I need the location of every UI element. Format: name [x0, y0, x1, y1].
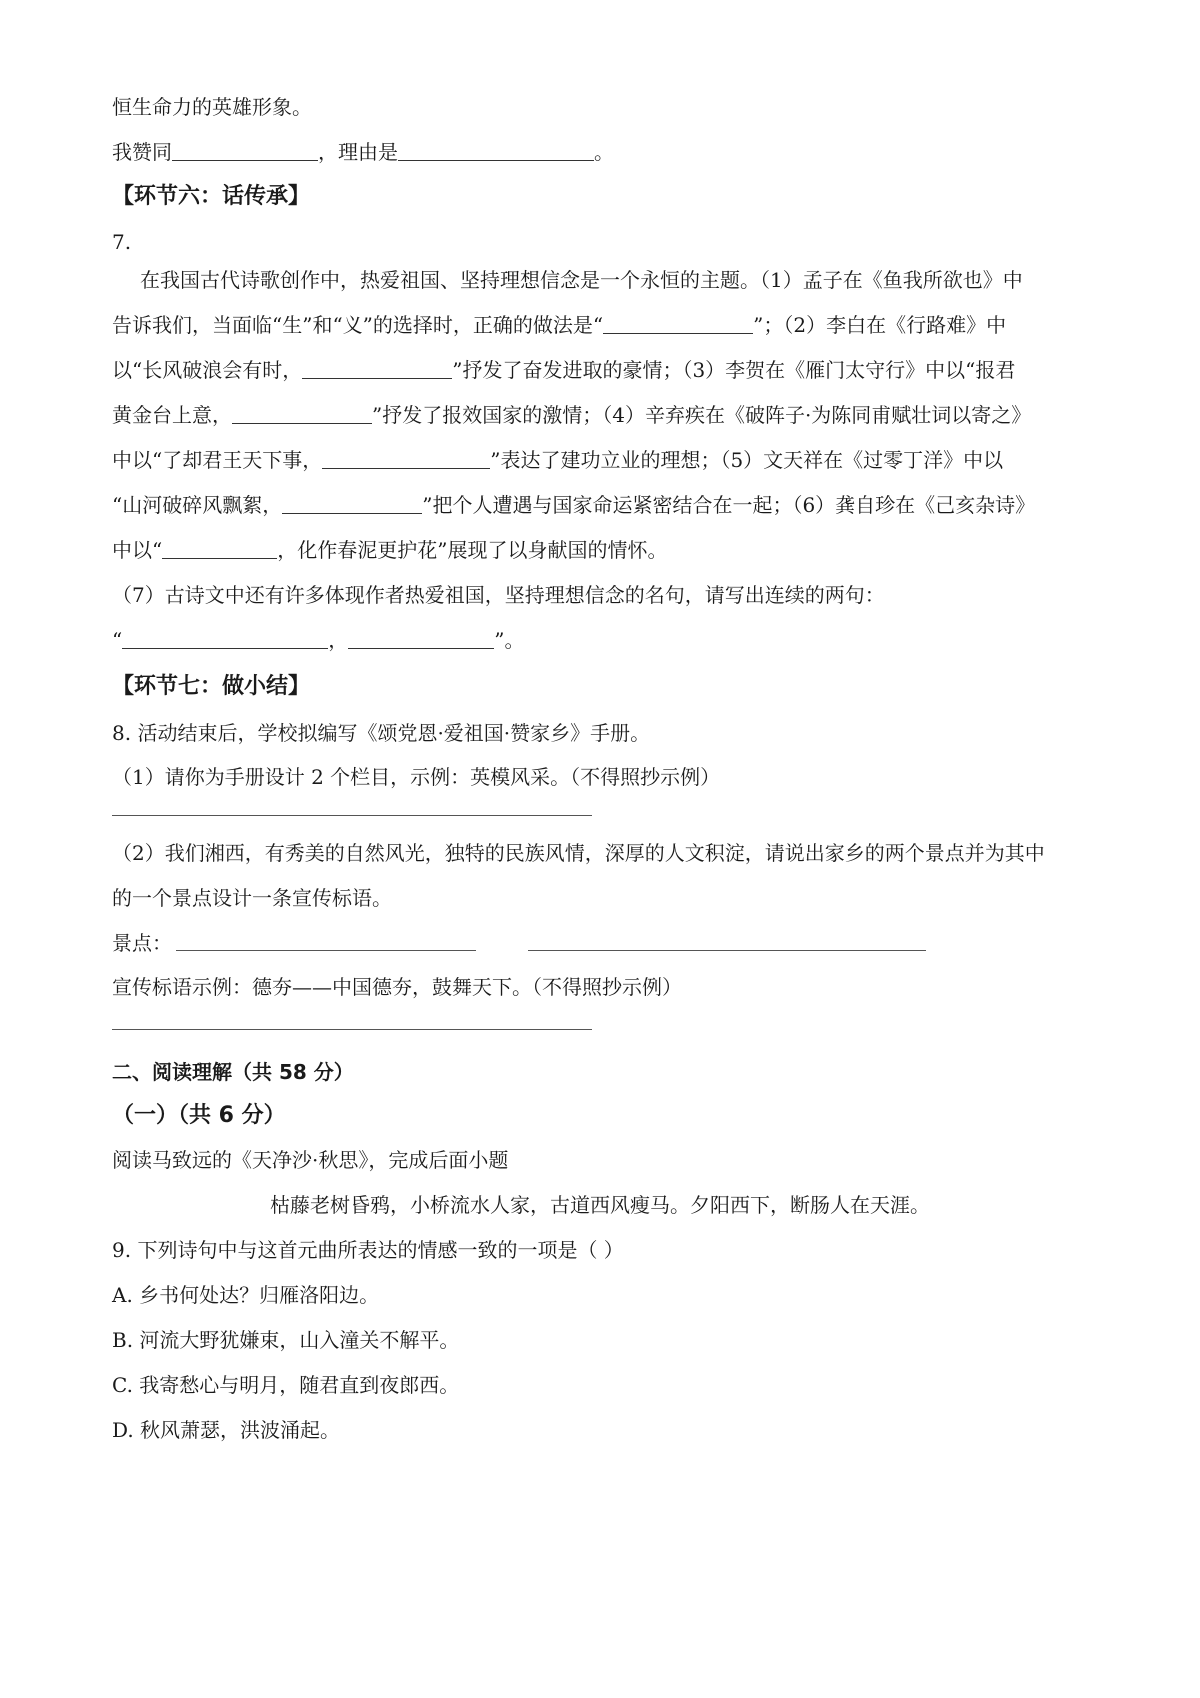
part-two-heading: 二、阅读理解（共 58 分）	[112, 1060, 354, 1084]
agree-prefix: 我赞同	[112, 140, 172, 164]
reason-blank[interactable]	[398, 140, 594, 161]
q7-line-5: 中以“了却君王天下事， ”表达了建功立业的理想；（5）文天祥在《过零丁洋》中以	[112, 448, 1004, 472]
q8-sub1: （1）请你为手册设计 2 个栏目，示例：英模风采。（不得照抄示例）	[112, 765, 721, 789]
sub-part-one-heading: （一）（共 6 分）	[112, 1103, 286, 1128]
q7-line-8: （7）古诗文中还有许多体现作者热爱祖国，坚持理想信念的名句，请写出连续的两句：	[112, 583, 885, 607]
q9-option-a[interactable]: A. 乡书何处达？归雁洛阳边。	[112, 1283, 380, 1307]
q7-line-9: “ ， ”。	[112, 628, 525, 652]
q7-line-2: 告诉我们，当面临“生”和“义”的选择时，正确的做法是“ ”；（2）李白在《行路难》中	[112, 313, 1007, 337]
q7-line-6: “山河破碎风飘絮， ”把个人遭遇与国家命运紧密结合在一起；（6）龚自珍在《己亥杂诗》	[112, 493, 1036, 517]
q7-blank-3[interactable]	[232, 403, 372, 424]
q8-sub2-line-2: 的一个景点设计一条宣传标语。	[112, 886, 392, 910]
reading-intro: 阅读马致远的《天净沙·秋思》，完成后面小题	[112, 1148, 509, 1172]
agree-blank[interactable]	[172, 140, 318, 161]
q8-sub2-line-1: （2）我们湘西，有秀美的自然风光，独特的民族风情，深厚的人文积淀，请说出家乡的两个景点并为其中	[112, 841, 1045, 865]
agree-line	[112, 137, 1102, 167]
q7-line-7: 中以“ ，化作春泥更护花”展现了以身献国的情怀。	[112, 538, 668, 562]
q9-stem: 9. 下列诗句中与这首元曲所表达的情感一致的一项是（ ）	[112, 1238, 624, 1262]
q7-line-1: 在我国古代诗歌创作中，热爱祖国、坚持理想信念是一个永恒的主题。（1）孟子在《鱼我所欲也》中	[140, 268, 1023, 292]
spot-1-field[interactable]	[176, 950, 476, 951]
spots-label: 景点：	[112, 931, 172, 955]
agree-end: 。	[594, 140, 614, 164]
q9-option-b[interactable]: B. 河流大野犹嫌束，山入潼关不解平。	[112, 1328, 460, 1352]
q9-option-c[interactable]: C. 我寄愁心与明月，随君直到夜郎西。	[112, 1373, 460, 1397]
q7-blank-2[interactable]	[302, 358, 452, 379]
q7-blank-8[interactable]	[348, 628, 494, 649]
section-seven-heading: 【环节七：做小结】	[112, 674, 311, 699]
q7-number: 7.	[112, 230, 132, 254]
q7-blank-7[interactable]	[122, 628, 328, 649]
slogan-example: 宣传标语示例：德夯——中国德夯，鼓舞天下。（不得照抄示例）	[112, 975, 682, 999]
q7-line-3: 以“长风破浪会有时， ”抒发了奋发进取的豪情；（3）李贺在《雁门太守行》中以“报君	[112, 358, 1016, 382]
slogan-answer-line[interactable]	[112, 1029, 592, 1030]
q8-stem: 8. 活动结束后，学校拟编写《颂党恩·爱祖国·赞家乡》手册。	[112, 721, 651, 745]
q7-blank-5[interactable]	[282, 493, 422, 514]
section-six-heading: 【环节六：话传承】	[112, 184, 311, 209]
q7-blank-1[interactable]	[603, 313, 753, 334]
q7-line-4: 黄金台上意， ”抒发了报效国家的激情；（4）辛弃疾在《破阵子·为陈同甫赋壮词以寄之》	[112, 403, 1032, 427]
intro-tail: 恒生命力的英雄形象。	[112, 95, 312, 119]
q7-blank-6[interactable]	[162, 538, 277, 559]
agree-mid: ，理由是	[318, 140, 398, 164]
poem-text: 枯藤老树昏鸦，小桥流水人家，古道西风瘦马。夕阳西下，断肠人在天涯。	[270, 1193, 930, 1217]
q8-answer-line-1[interactable]	[112, 815, 592, 816]
q7-blank-4[interactable]	[322, 448, 490, 469]
spot-2-field[interactable]	[528, 950, 926, 951]
q9-option-d[interactable]: D. 秋风萧瑟，洪波涌起。	[112, 1418, 341, 1442]
